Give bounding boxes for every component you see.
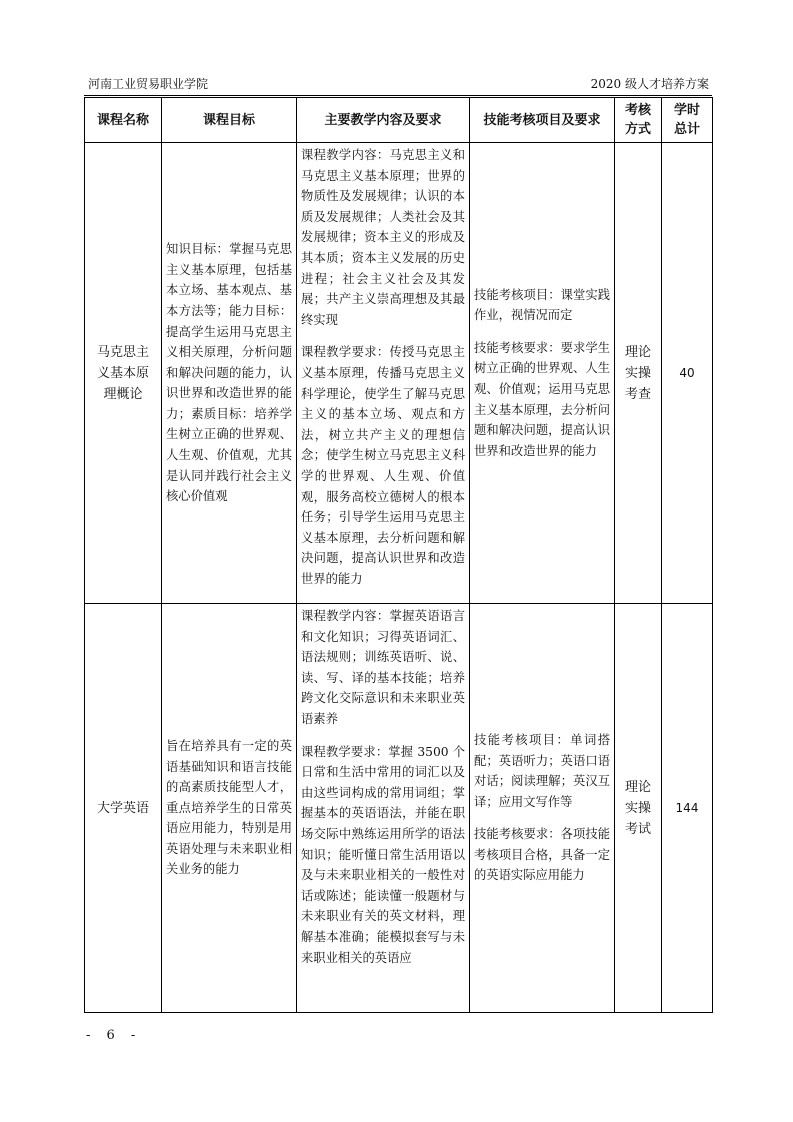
table-header-row <box>85 98 713 143</box>
course-name: 大学英语 <box>96 800 149 816</box>
content-intro: 课程教学内容：马克思主义和马克思主义基本原理；世界的物质性及发展规律；认识的本质及发展规律；人类社会及其发展规律；资本主义的形成及其本质；资本主义发展的历史进程；社会主义社会及其发展；共产主义崇高理想及其最终实现 <box>301 148 465 327</box>
assessment-cell <box>615 604 662 1013</box>
content-intro: 课程教学内容：掌握英语语言和文化知识；习得英语词汇、语法规则；训练英语听、说、读、写、译的基本技能；培养跨文化交际意识和未来职业英语素养 <box>301 609 465 726</box>
content-cell <box>297 604 470 1013</box>
skill-item: 技能考核项目：单词搭配；英语听力；英语口语对话；阅读理解；英汉互译；应用文写作等 <box>474 732 610 809</box>
table-row <box>85 604 713 1013</box>
total-hours: 40 <box>679 366 695 380</box>
column-header-skill: 技能考核项目及要求 <box>470 98 615 143</box>
column-header-objective: 课程目标 <box>162 98 297 143</box>
assessment-method: 理论 实操 考试 <box>624 779 651 837</box>
course-table <box>84 97 713 1013</box>
column-header-hours: 学时 总计 <box>662 98 713 143</box>
table-row <box>85 143 713 604</box>
assessment-cell <box>615 143 662 604</box>
header-plan-title: 2020 级人才培养方案 <box>590 77 709 91</box>
course-objective: 知识目标：掌握马克思主义基本原理，包括基本立场、基本观点、基本方法等；能力目标：提高学生运用马克思主义相关原理，分析问题和解决问题的能力，认识世界和改造世界的能力；素质目标：培养学生树立正确的世界观、人生观、价值观，尤其是认同并践行社会主义核心价值观 <box>166 242 292 504</box>
objective-cell <box>162 604 297 1013</box>
header-institution: 河南工业贸易职业学院 <box>88 77 209 91</box>
course-name: 马克思主义基本原理概论 <box>96 344 149 402</box>
column-header-course-name: 课程名称 <box>85 98 162 143</box>
header-rule <box>84 95 712 96</box>
skill-requirements: 技能考核要求：各项技能考核项目合格，具备一定的英语实际应用能力 <box>474 827 610 883</box>
column-header-content: 主要教学内容及要求 <box>297 98 470 143</box>
skill-requirements: 技能考核要求：要求学生树立正确的世界观、人生观、价值观；运用马克思主义基本原理，去分析问题和解决问题，提高认识世界和改造世界的能力 <box>474 340 610 458</box>
content-requirements: 课程教学要求：掌握 3500 个日常和生活中常用的词汇以及由这些词构成的常用词组；掌握基本的英语语法，并能在职场交际中熟练运用所学的语法知识；能听懂日常生活用语以及与未来职业相关的一般性对话或陈述；能读懂一般题材与未来职业有关的英文材料，理解基本准确；能模拟套写与未来职业相关的英语应 <box>301 744 465 965</box>
course-name-cell <box>85 604 162 1013</box>
column-header-assessment: 考核 方式 <box>615 98 662 143</box>
skill-item: 技能考核项目：课堂实践作业，视情况而定 <box>474 287 610 323</box>
skill-cell <box>470 143 615 604</box>
hours-cell <box>662 143 713 604</box>
hours-cell <box>662 604 713 1013</box>
page-number: - 6 - <box>86 1028 142 1043</box>
assessment-method: 理论 实操 考查 <box>624 344 651 402</box>
skill-cell <box>470 604 615 1013</box>
course-objective: 旨在培养具有一定的英语基础知识和语言技能的高素质技能型人才，重点培养学生的日常英语应用能力，特别是用英语处理与未来职业相关业务的能力 <box>166 738 292 877</box>
course-name-cell <box>85 143 162 604</box>
objective-cell <box>162 143 297 604</box>
content-requirements: 课程教学要求：传授马克思主义基本原理，传播马克思主义科学理论，使学生了解马克思主义的基本立场、观点和方法，树立共产主义的理想信念；使学生树立马克思主义科学的世界观、人生观、价值观，服务高校立德树人的根本任务；引导学生运用马克思主义基本原理，去分析问题和解决问题，提高认识世界和改造世界的能力 <box>301 345 465 586</box>
content-cell <box>297 143 470 604</box>
total-hours: 144 <box>675 801 699 815</box>
